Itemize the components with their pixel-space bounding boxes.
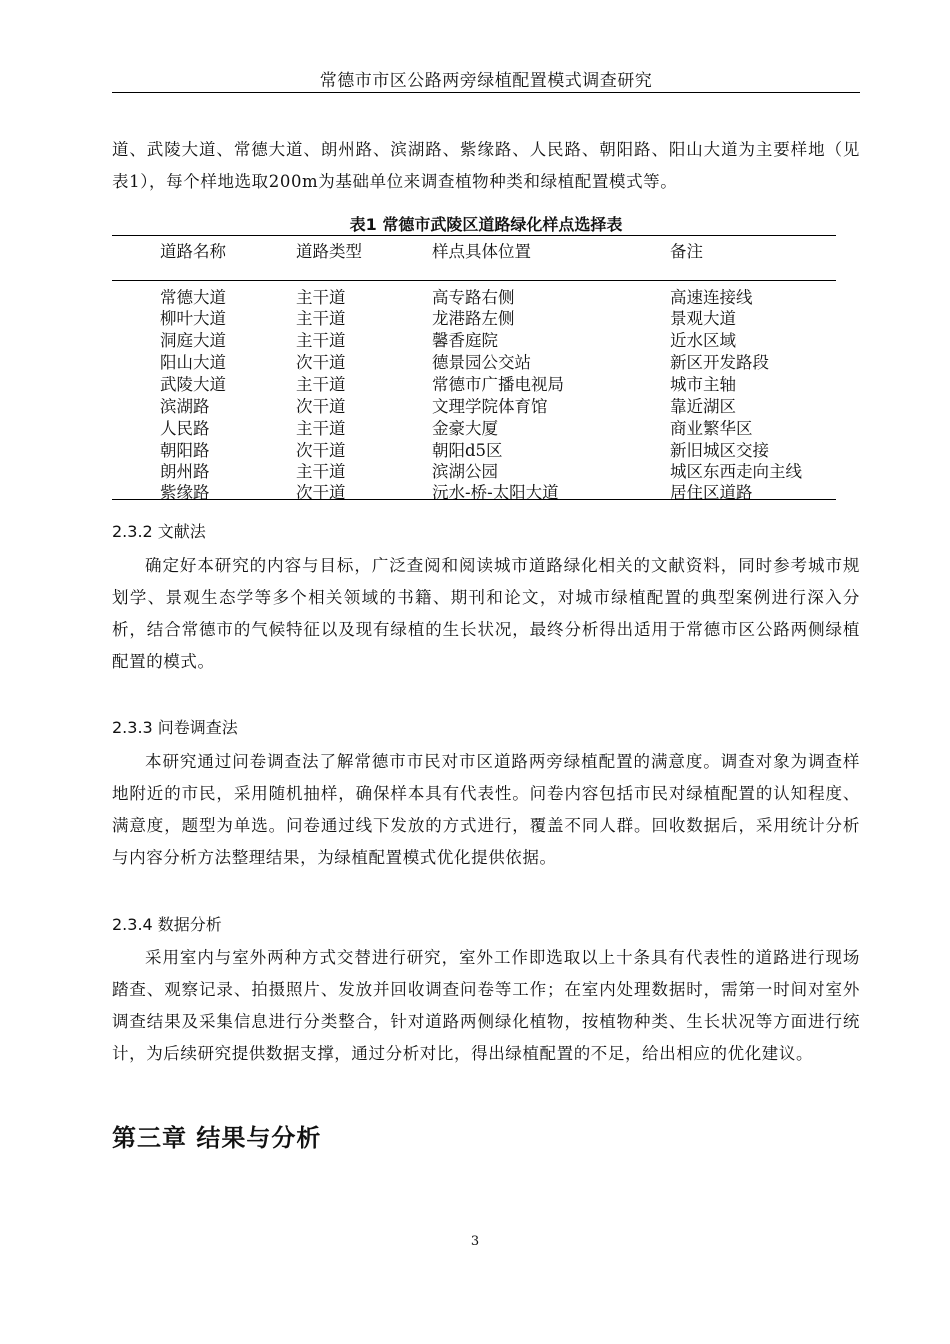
- table-cell: 金豪大厦: [432, 419, 498, 438]
- table-caption: 表1 常德市武陵区道路绿化样点选择表: [349, 215, 623, 234]
- table-cell: 滨湖公园: [432, 462, 498, 481]
- table-cell: 高专路右侧: [432, 288, 515, 307]
- section-heading-questionnaire: 2.3.3 问卷调查法: [112, 718, 238, 737]
- table-cell: 次干道: [296, 483, 346, 502]
- section-body-questionnaire: 本研究通过问卷调查法了解常德市市民对市区道路两旁绿植配置的满意度。调查对象为调查样地附近的市民，采用随机抽样，确保样本具有代表性。问卷内容包括市民对绿植配置的认知程度、满意度，题型为单选。问卷通过线下发放的方式进行，覆盖不同人群。回收数据后，采用统计分析与内容分析方法整理结果，为绿植配置模式优化提供依据。: [112, 752, 860, 867]
- table-cell: 人民路: [160, 419, 210, 438]
- table-cell: 主干道: [296, 309, 346, 328]
- table-cell: 次干道: [296, 441, 346, 460]
- table-cell: 常德大道: [160, 288, 226, 307]
- table-cell: 居住区道路: [670, 483, 753, 502]
- table-cell: 洞庭大道: [160, 331, 226, 350]
- table-cell: 主干道: [296, 288, 346, 307]
- table-cell: 城市主轴: [670, 375, 736, 394]
- table-cell: 沅水-桥-太阳大道: [432, 483, 559, 502]
- table-cell: 主干道: [296, 462, 346, 481]
- page-number: 3: [470, 1234, 480, 1249]
- table-cell: 阳山大道: [160, 353, 226, 372]
- table-cell: 次干道: [296, 353, 346, 372]
- table-cell: 景观大道: [670, 309, 736, 328]
- table-cell: 柳叶大道: [160, 309, 226, 328]
- table-cell: 紫缘路: [160, 483, 210, 502]
- table-cell: 靠近湖区: [670, 397, 736, 416]
- table-header-sample-location: 样点具体位置: [432, 242, 531, 261]
- table-header-remarks: 备注: [670, 242, 703, 261]
- table-header-rule: [112, 280, 836, 281]
- running-header: 常德市市区公路两旁绿植配置模式调查研究: [319, 71, 653, 91]
- table-cell: 朝阳路: [160, 441, 210, 460]
- table-cell: 文理学院体育馆: [432, 397, 548, 416]
- section-heading-data-analysis: 2.3.4 数据分析: [112, 915, 222, 934]
- table-cell: 馨香庭院: [432, 331, 498, 350]
- table-cell: 商业繁华区: [670, 419, 753, 438]
- intro-paragraph: 道、武陵大道、常德大道、朗州路、滨湖路、紫缘路、人民路、朝阳路、阳山大道为主要样地（见表1），每个样地选取200m为基础单位来调查植物种类和绿植配置模式等。: [112, 140, 860, 191]
- table-cell: 次干道: [296, 397, 346, 416]
- table-cell: 德景园公交站: [432, 353, 531, 372]
- section-heading-literature: 2.3.2 文献法: [112, 522, 206, 541]
- table-bottom-rule: [112, 499, 836, 500]
- table-header-road-name: 道路名称: [160, 242, 226, 261]
- table-header-road-type: 道路类型: [296, 242, 362, 261]
- table-cell: 武陵大道: [160, 375, 226, 394]
- table-cell: 朗州路: [160, 462, 210, 481]
- header-rule: [112, 92, 860, 93]
- section-body-literature: 确定好本研究的内容与目标，广泛查阅和阅读城市道路绿化相关的文献资料，同时参考城市规划学、景观生态学等多个相关领域的书籍、期刊和论文，对城市绿植配置的典型案例进行深入分析，结合常德市的气候特征以及现有绿植的生长状况，最终分析得出适用于常德市区公路两侧绿植配置的模式。: [112, 556, 860, 671]
- table-cell: 主干道: [296, 331, 346, 350]
- table-cell: 常德市广播电视局: [432, 375, 564, 394]
- table-cell: 滨湖路: [160, 397, 210, 416]
- table-cell: 朝阳d5区: [432, 441, 503, 460]
- table-cell: 高速连接线: [670, 288, 753, 307]
- table-cell: 主干道: [296, 375, 346, 394]
- table-cell: 新区开发路段: [670, 353, 769, 372]
- section-body-data-analysis: 采用室内与室外两种方式交替进行研究，室外工作即选取以上十条具有代表性的道路进行现场踏查、观察记录、拍摄照片、发放并回收调查问卷等工作；在室内处理数据时，需第一时间对室外调查结果及采集信息进行分类整合，针对道路两侧绿化植物，按植物种类、生长状况等方面进行统计，为后续研究提供数据支撑，通过分析对比，得出绿植配置的不足，给出相应的优化建议。: [112, 948, 860, 1063]
- chapter-heading: 第三章 结果与分析: [112, 1124, 322, 1152]
- table-cell: 主干道: [296, 419, 346, 438]
- table-cell: 近水区域: [670, 331, 736, 350]
- table-top-rule: [112, 235, 836, 236]
- table-cell: 龙港路左侧: [432, 309, 515, 328]
- table-cell: 新旧城区交接: [670, 441, 769, 460]
- table-cell: 城区东西走向主线: [670, 462, 802, 481]
